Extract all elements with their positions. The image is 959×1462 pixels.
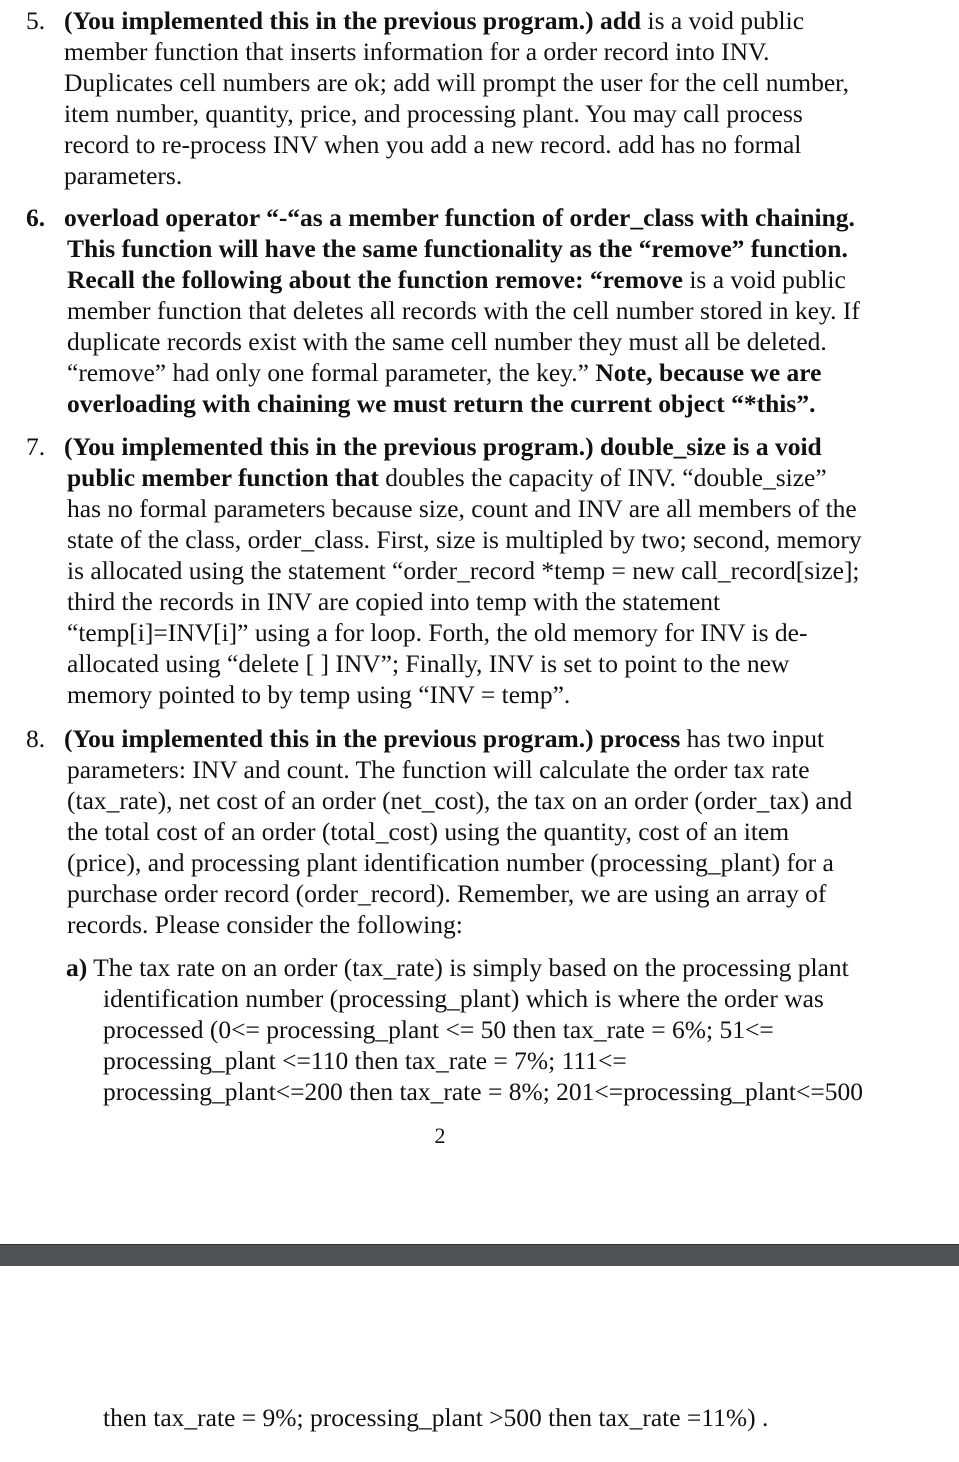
item-7-number: 7. [26,432,46,461]
subitem-a-label: a) [66,953,88,982]
item-5-text: (You implemented this in the previous program.) add is a void public member function that inserts information for a order record into INV. Duplicates cell numbers are ok; add will prompt the user for the cell number, item number, quantity, price, and processing plant. You may call process record to re-process INV when you add a new record. add has no formal parameters. [64,6,849,190]
page-number: 2 [434,1123,446,1148]
continuation-text: then tax_rate = 9%; processing_plant >500 then tax_rate =11%) . [103,1403,769,1432]
item-6-text: overload operator “-“as a member function of order_class with chaining. This function will have the same functionality as the “remove” function. Recall the following about the function remove: “remove is a void public member function that deletes all records with the cell number stored in key. If duplicate records exist with the same cell number they must all be deleted. “remove” had only one formal parameter, the key.” Note, because we are overloading with chaining we must return the current object “*this”. [64,203,860,418]
item-5-number: 5. [26,6,46,35]
item-6-number: 6. [26,203,46,232]
page-separator [0,1244,959,1266]
item-8-number: 8. [26,724,46,753]
subitem-a-text: a) The tax rate on an order (tax_rate) is simply based on the processing plant identification number (processing_plant) which is where the order was processed (0<= processing_plant <= 50 then tax_rate = 6%; 51<= processing_plant <=110 then tax_rate = 7%; 111<= processing_plant<=200 then tax_rate = 8%; 201<=processing_plant<=500 [66,953,863,1106]
item-7-text: (You implemented this in the previous program.) double_size is a void public member function that doubles the capacity of INV. “double_size” has no formal parameters because size, count and INV are all members of the state of the class, order_class. First, size is multipled by two; second, memory is allocated using the statement “order_record *temp = new call_record[size]; third the records in INV are copied into temp with the statement “temp[i]=INV[i]” using a for loop. Forth, the old memory for INV is de- allocated using “delete [ ] INV”; Finally, INV is set to point to the new memory pointed to by temp using “INV = temp”. [64,432,862,709]
item-8-text: (You implemented this in the previous program.) process has two input parameters: INV and count. The function will calculate the order tax rate (tax_rate), net cost of an order (net_cost), the tax on an order (order_tax) and the total cost of an order (total_cost) using the quantity, cost of an item (price), and processing plant identification number (processing_plant) for a purchase order record (order_record). Remember, we are using an array of records. Please consider the following: [64,724,853,939]
